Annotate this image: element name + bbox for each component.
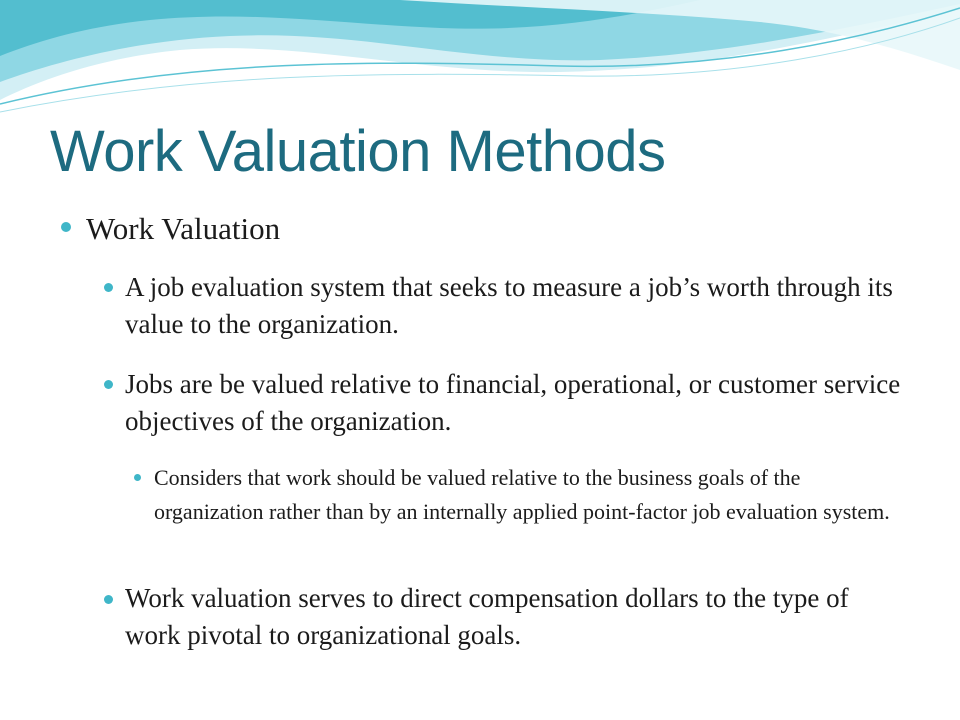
bullet-level1: Work Valuation — [86, 211, 281, 246]
bullet-icon — [104, 595, 113, 604]
bullet-icon — [104, 283, 113, 292]
bullet-level3-1: Considers that work should be valued relative to the business goals of the organization rather than by an internally applied point-factor job evaluation system. — [154, 465, 890, 524]
bullet-level2-3: Work valuation serves to direct compensation dollars to the type of work pivotal to organizational goals. — [125, 583, 849, 650]
bullet-icon — [61, 222, 71, 232]
bullet-level2-1: A job evaluation system that seeks to measure a job’s worth through its value to the organization. — [125, 272, 893, 339]
bullet-level2-2: Jobs are be valued relative to financial, operational, or customer service objectives of the organization. — [125, 369, 901, 436]
header-wave-decoration — [0, 0, 960, 120]
bullet-icon — [104, 380, 113, 389]
bullet-icon — [134, 474, 141, 481]
slide-title: Work Valuation Methods — [50, 119, 666, 184]
